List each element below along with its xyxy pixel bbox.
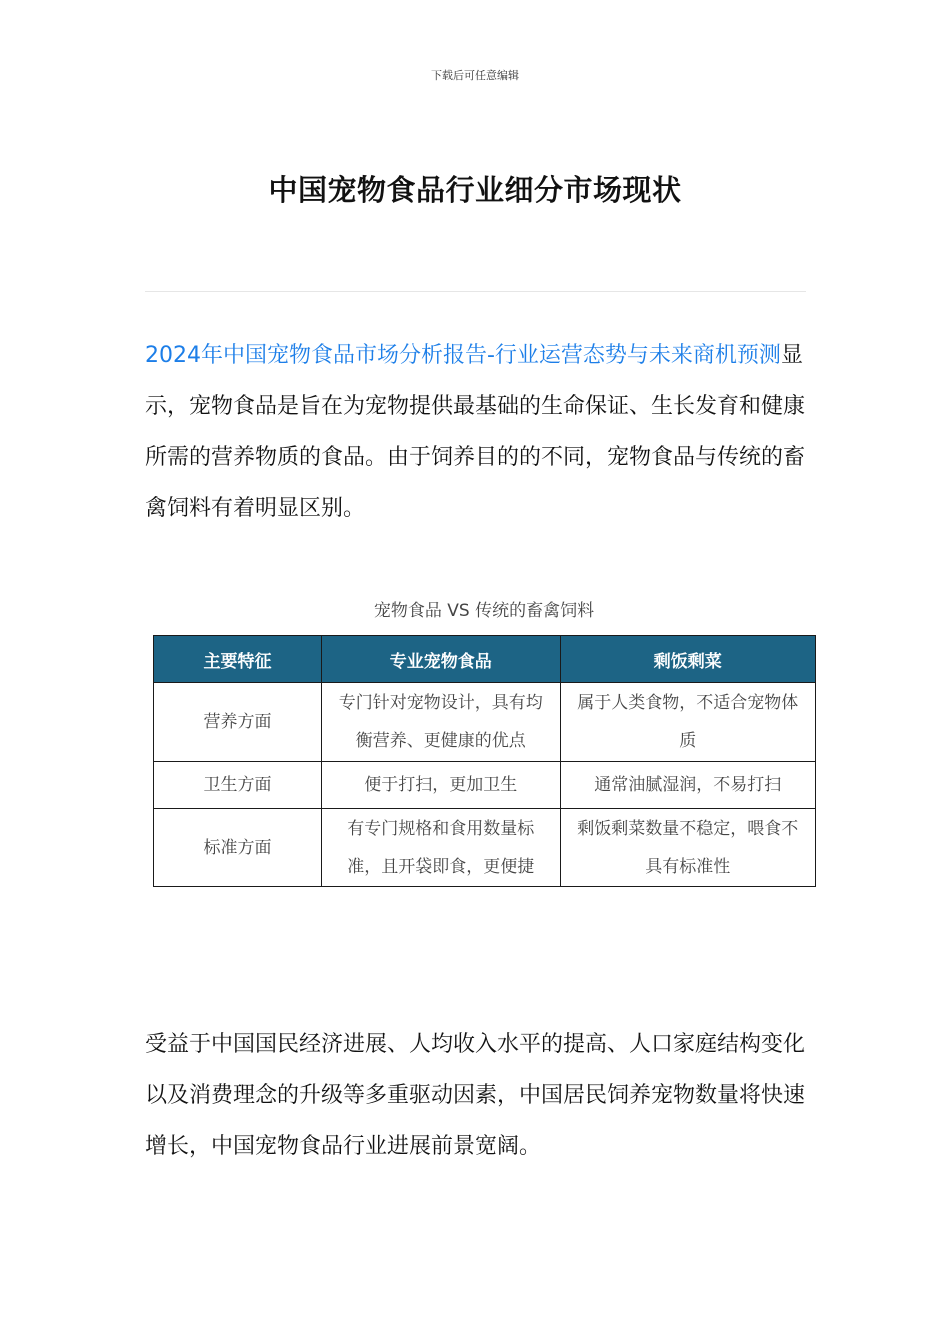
table-cell: 通常油腻湿润，不易打扫: [560, 762, 815, 809]
table-header-cell: 剩饭剩菜: [560, 636, 815, 683]
table-caption: 宠物食品 VS 传统的畜禽饲料: [373, 601, 595, 621]
table-header-cell: 主要特征: [154, 636, 322, 683]
table-cell: 有专门规格和食用数量标准，且开袋即食，更便捷: [321, 809, 560, 887]
table-cell: 卫生方面: [154, 762, 322, 809]
table-cell: 专门针对宠物设计，具有均衡营养、更健康的优点: [321, 683, 560, 762]
intro-text: 显示，宠物食品是旨在为宠物提供最基础的生命保证、生长发育和健康所需的营养物质的食品。由于饲养目的的不同，宠物食品与传统的畜禽饲料有着明显区别。: [145, 343, 806, 521]
report-link[interactable]: 2024年中国宠物食品市场分析报告-行业运营态势与未来商机预测: [145, 343, 781, 368]
page-title: 中国宠物食品行业细分市场现状: [268, 173, 682, 207]
table-row: [154, 683, 816, 762]
table-cell: 营养方面: [154, 683, 322, 762]
intro-paragraph: [145, 330, 810, 534]
table-row: [154, 762, 816, 809]
divider: [145, 291, 806, 292]
table-header-row: [154, 636, 816, 683]
table-cell: 属于人类食物，不适合宠物体质: [560, 683, 815, 762]
table-row: [154, 809, 816, 887]
outlook-paragraph: 受益于中国国民经济进展、人均收入水平的提高、人口家庭结构变化以及消费理念的升级等多重驱动因素，中国居民饲养宠物数量将快速增长，中国宠物食品行业进展前景宽阔。: [145, 1032, 806, 1159]
table-cell: 剩饭剩菜数量不稳定，喂食不具有标准性: [560, 809, 815, 887]
table-header-cell: 专业宠物食品: [321, 636, 560, 683]
comparison-table: [153, 635, 816, 887]
table-cell: 标准方面: [154, 809, 322, 887]
header-note: 下载后可任意编辑: [431, 69, 519, 82]
table-cell: 便于打扫，更加卫生: [321, 762, 560, 809]
